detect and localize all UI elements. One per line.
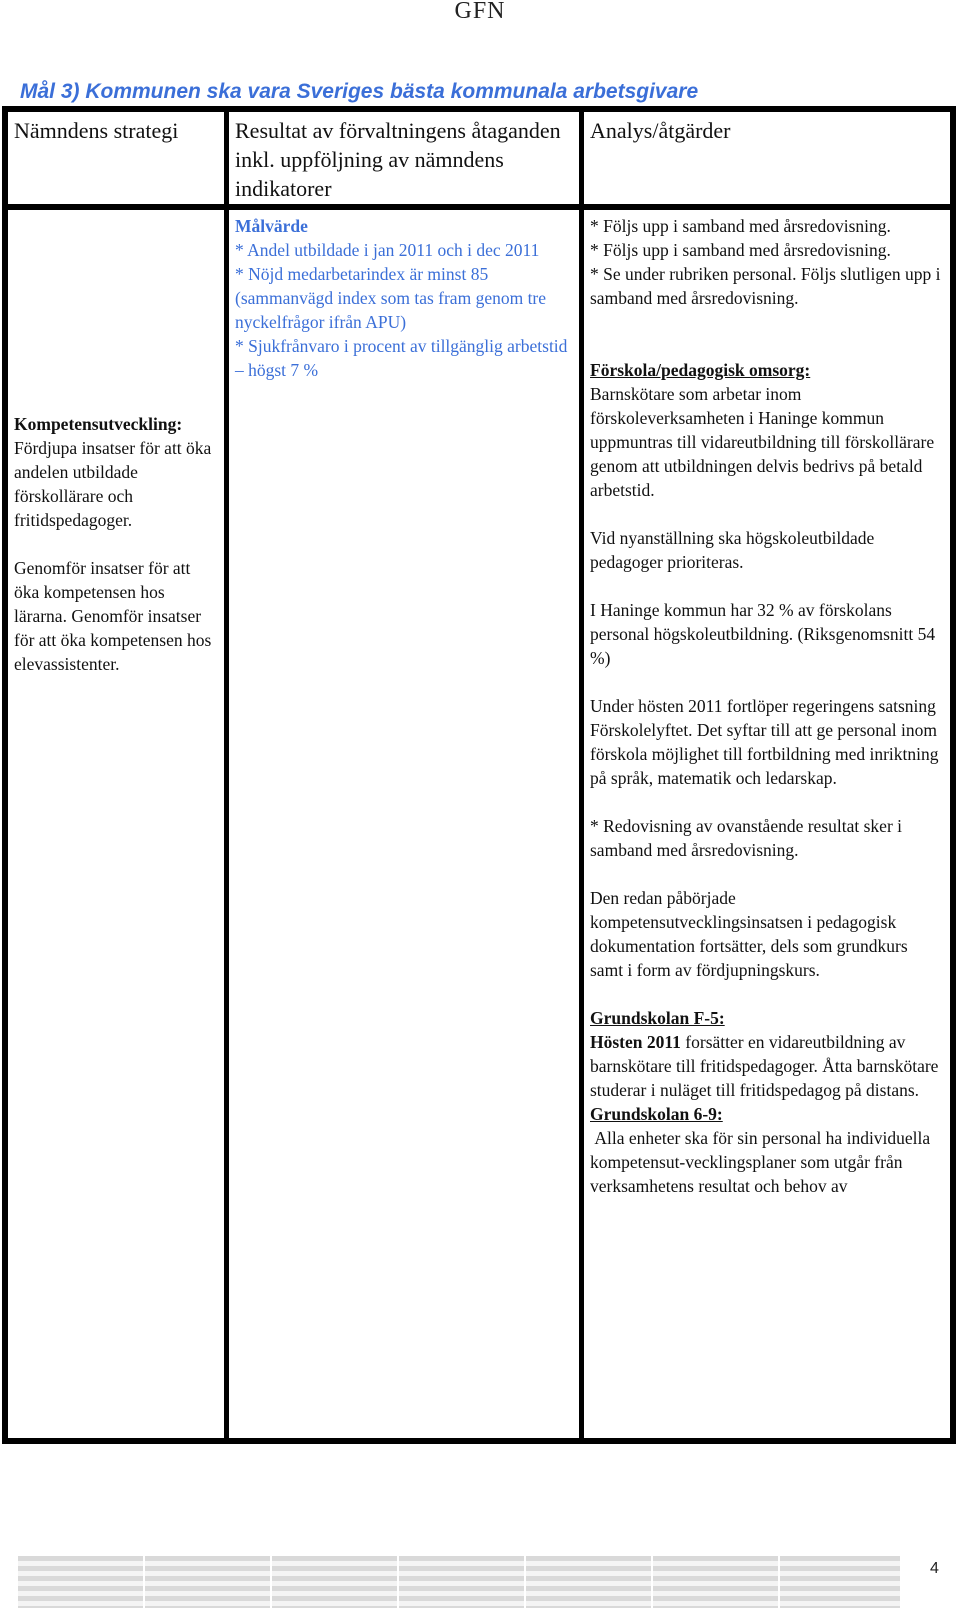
- target-line: * Sjukfrånvaro i procent av tillgänglig arbetstid – högst 7 %: [235, 336, 568, 380]
- analysis-paragraph: Under hösten 2011 fortlöper regeringens satsning Förskolelyftet. Det syftar till att ge personal inom förskola möjlighet till fortbildning med inriktning på språk, matematik och ledarskap.: [590, 696, 939, 788]
- header-results: Resultat av förvaltningens åtaganden inkl. uppföljning av nämndens indikatorer: [229, 112, 579, 204]
- analysis-paragraph: Vid nyanställning ska högskoleutbildade pedagoger prioriteras.: [590, 528, 875, 572]
- analysis-paragraph: [590, 1030, 944, 1102]
- goal-heading: Mål 3) Kommunen ska vara Sveriges bästa kommunala arbetsgivare: [20, 80, 699, 103]
- footer-wave-banner: [18, 1556, 900, 1608]
- results-column: [229, 210, 579, 1438]
- strategy-column: [8, 210, 224, 1438]
- follow-up-note: * Följs upp i samband med årsredovisning.: [590, 240, 891, 260]
- header-analysis: Analys/åtgärder: [584, 112, 950, 204]
- analysis-paragraph: Barnskötare som arbetar inom förskoleverksamheten i Haninge kommun uppmuntras till vidareutbildning till förskollärare genom att utbildningen delvis bedrivs på betald arbetstid.: [590, 384, 935, 500]
- page-number: 4: [930, 1560, 939, 1577]
- autumn-2011-lead: Hösten 2011: [590, 1032, 681, 1052]
- follow-up-note: * Se under rubriken personal. Följs slutligen upp i samband med årsredovisning.: [590, 264, 941, 308]
- strategy-table: [2, 106, 956, 1444]
- follow-up-note: * Följs upp i samband med årsredovisning.: [590, 216, 891, 236]
- preschool-heading: Förskola/pedagogisk omsorg:: [590, 360, 811, 380]
- analysis-column: [584, 210, 950, 1438]
- strategy-paragraph: Genomför insatser för att öka kompetensen hos lärarna. Genomför insatser för att öka kompetensen hos elevassistenter.: [14, 558, 212, 674]
- school-f5-heading: Grundskolan F-5:: [590, 1008, 725, 1028]
- strategy-paragraph: Fördjupa insatser för att öka andelen utbildade förskollärare och fritidspedagoger.: [14, 438, 212, 530]
- school-69-heading: Grundskolan 6-9:: [590, 1104, 723, 1124]
- target-line: * Andel utbildade i jan 2011 och i dec 2011: [235, 240, 540, 260]
- analysis-paragraph: Den redan påbörjade kompetensutvecklingsinsatsen i pedagogisk dokumentation fortsätter, dels som grundkurs samt i form av fördjupningskurs.: [590, 888, 908, 980]
- header-strategy: Nämndens strategi: [8, 112, 224, 204]
- school-f5-text: forsätter en vidareutbildning av barnskötare till fritidspedagoger. Åtta barnskötare studerar i nuläget till fritidspedagog på distans.: [590, 1032, 939, 1100]
- target-value-title: Målvärde: [235, 216, 308, 236]
- logo: GFN: [454, 0, 506, 24]
- analysis-paragraph: Alla enheter ska för sin personal ha individuella kompetensut-vecklingsplaner som utgår från verksamhetens resultat och behov av: [590, 1128, 935, 1196]
- analysis-paragraph: * Redovisning av ovanstående resultat sker i samband med årsredovisning.: [590, 816, 903, 860]
- competence-title: Kompetensutveckling:: [14, 414, 183, 434]
- target-line: * Nöjd medarbetarindex är minst 85 (sammanvägd index som tas fram genom tre nyckelfrågor ifrån APU): [235, 264, 547, 332]
- analysis-paragraph: I Haninge kommun har 32 % av förskolans personal högskoleutbildning. (Riksgenomsnitt 54 %): [590, 600, 936, 668]
